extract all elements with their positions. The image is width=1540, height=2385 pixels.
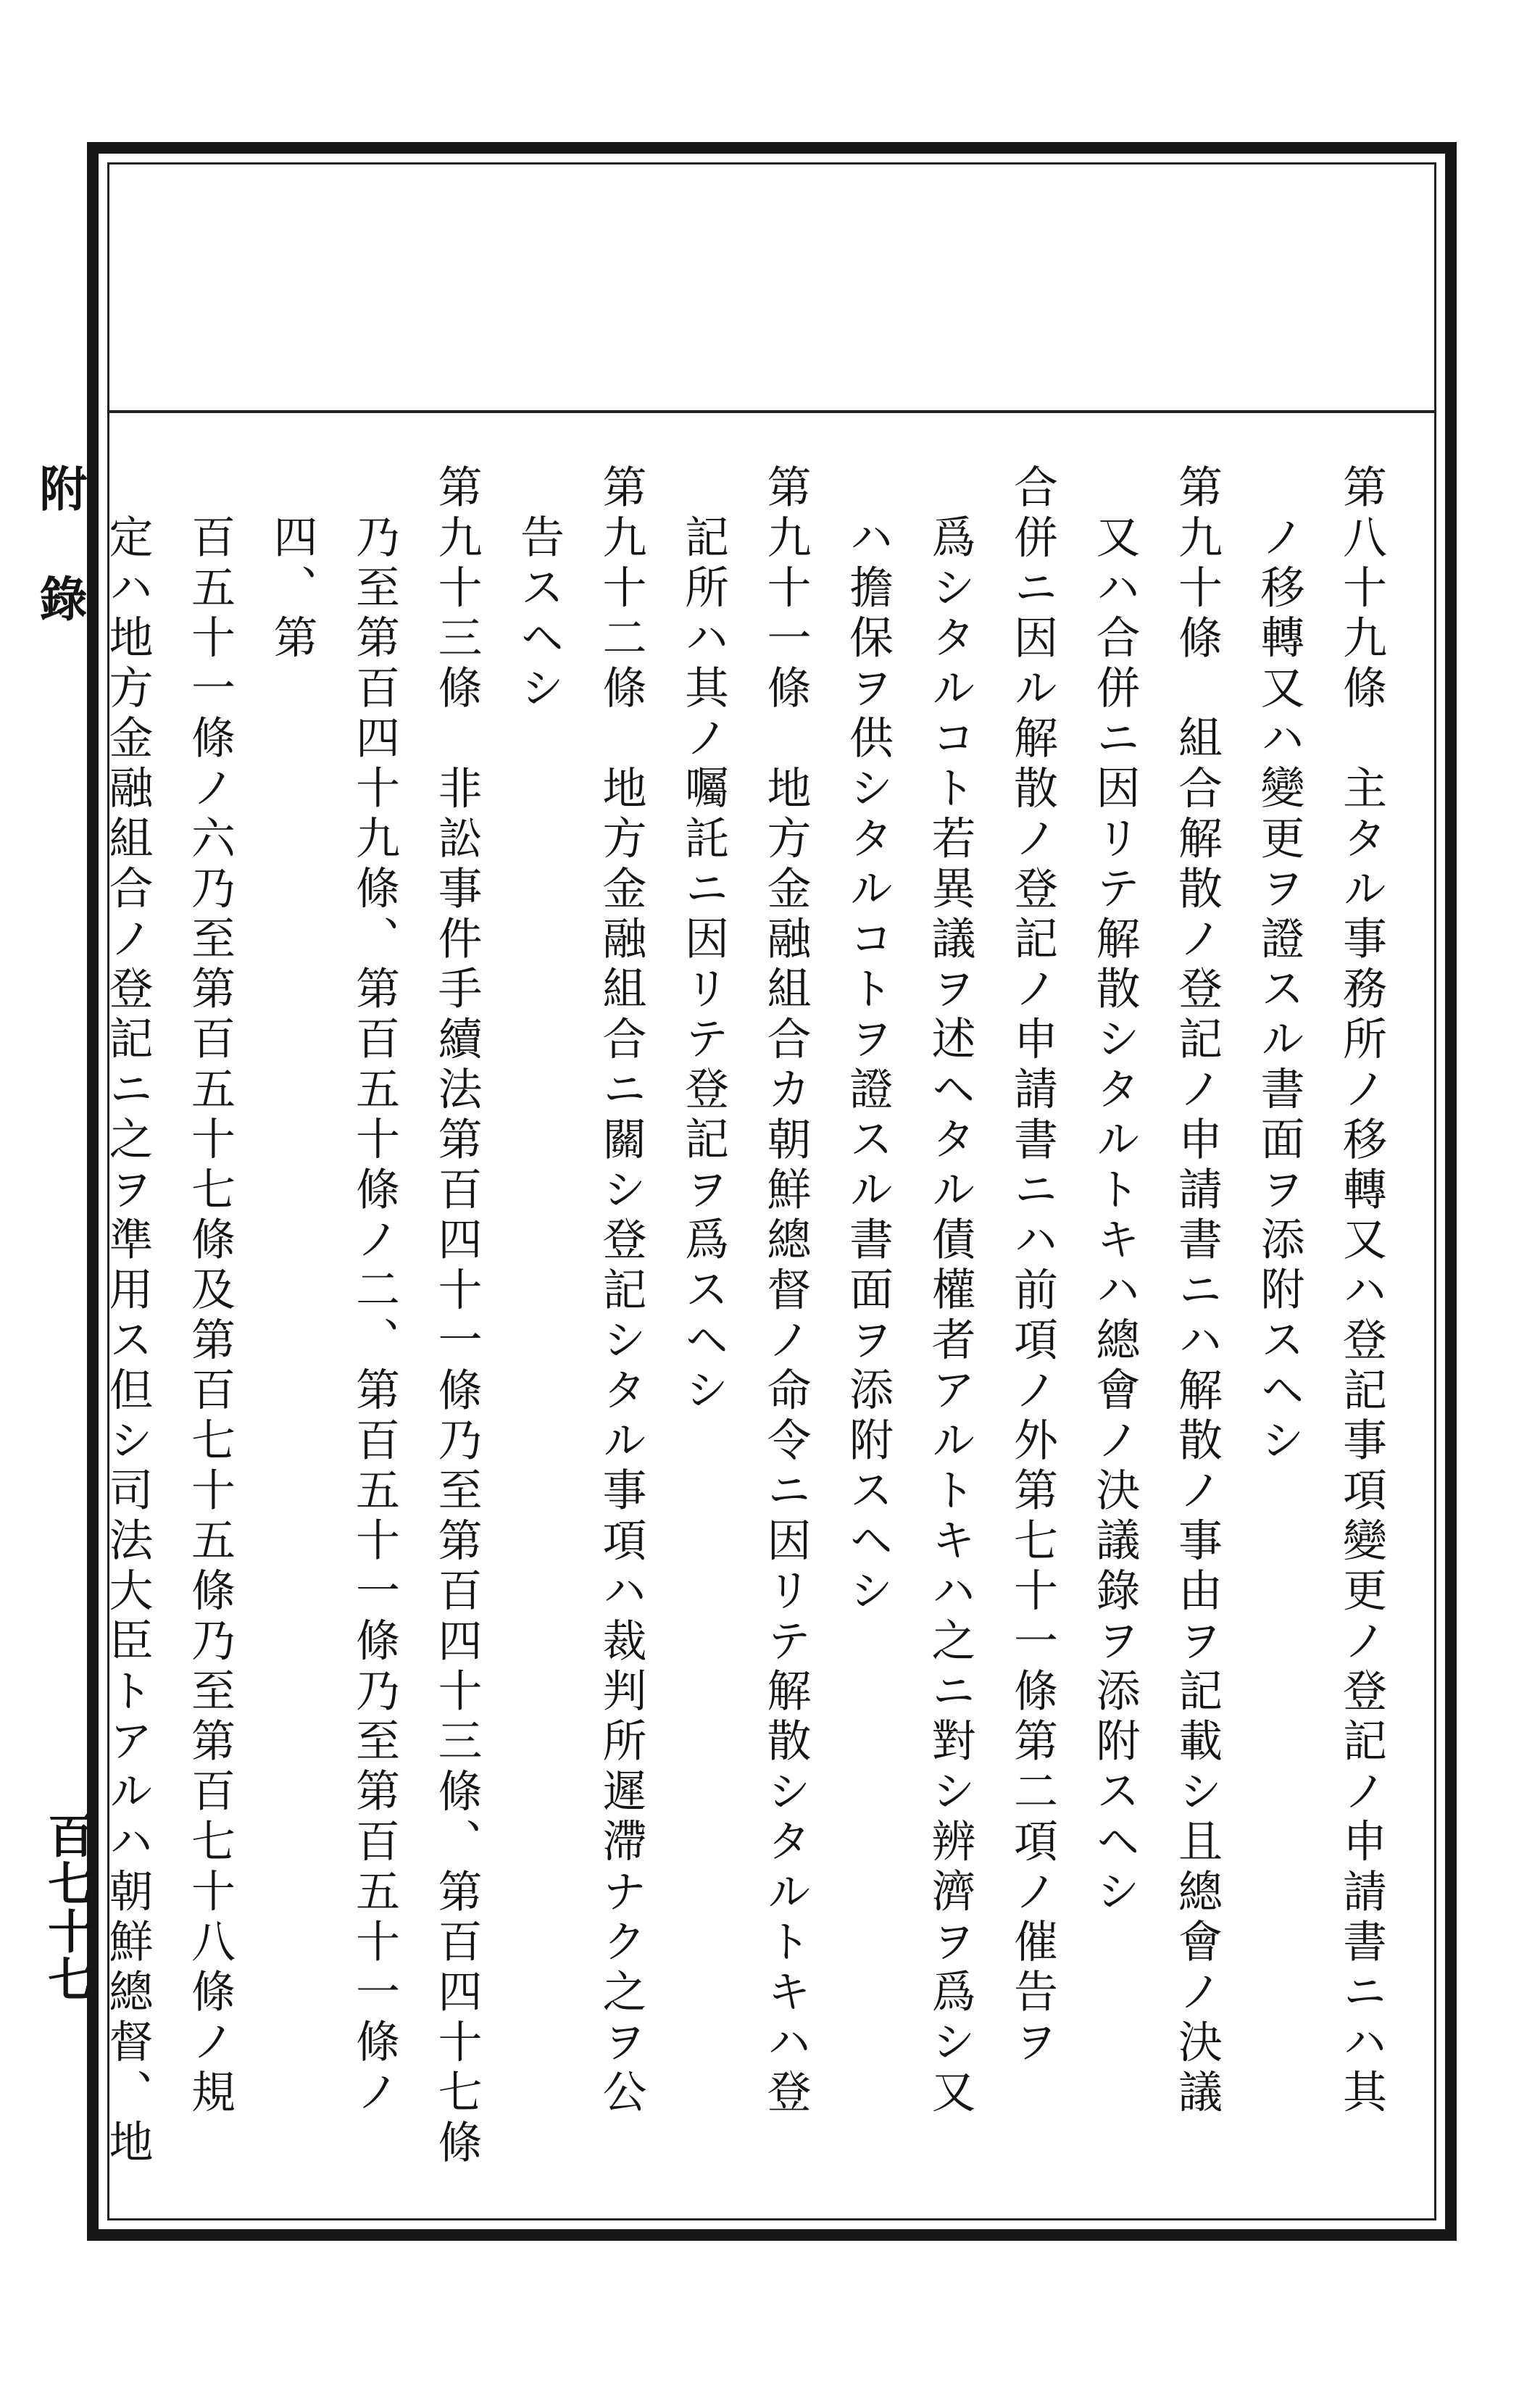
article-90-line-1: 第九十條 組合解散ノ登記ノ申請書ニハ解散ノ事由ヲ記載シ且總會ノ決議 xyxy=(1171,464,1223,2119)
article-90-para2-line-2: 爲シタルコト若異議ヲ述ヘタル債權者アルトキハ之ニ對シ辨濟ヲ爲シ又 xyxy=(924,514,976,2119)
article-93-line-4: 定ハ地方金融組合ノ登記ニ之ヲ準用ス但シ司法大臣トアルハ朝鮮總督、地 xyxy=(101,514,154,2169)
article-92-line-2: 告スヘシ xyxy=(513,514,565,715)
article-91-line-1: 第九十一條 地方金融組合カ朝鮮總督ノ命令ニ因リテ解散シタルトキハ登 xyxy=(759,464,812,2119)
article-89-line-1: 第八十九條 主タル事務所ノ移轉又ハ登記事項變更ノ登記ノ申請書ニハ其 xyxy=(1336,464,1387,2119)
header-rule xyxy=(109,410,1434,413)
article-90-para2-line-1: 合併ニ因ル解散ノ登記ノ申請書ニハ前項ノ外第七十一條第二項ノ催告ヲ xyxy=(1007,464,1058,2069)
article-93-line-2: 乃至第百四十九條、第百五十條ノ二、第百五十一條乃至第百五十一條ノ四、第 xyxy=(266,514,400,2119)
article-93-line-1: 第九十三條 非訟事件手續法第百四十一條乃至第百四十三條、第百四十七條 xyxy=(430,464,483,2169)
article-90-line-2: 又ハ合併ニ因リテ解散シタルトキハ總會ノ決議錄ヲ添附スヘシ xyxy=(1089,514,1141,1918)
article-92-line-1: 第九十二條 地方金融組合ニ關シ登記シタル事項ハ裁判所遲滯ナク之ヲ公 xyxy=(595,464,647,2119)
body-text xyxy=(101,464,1402,2189)
article-89-line-2: ノ移轉又ハ變更ヲ證スル書面ヲ添附スヘシ xyxy=(1253,514,1305,1467)
article-93-line-3: 百五十一條ノ六乃至第百五十七條及第百七十五條乃至第百七十八條ノ規 xyxy=(184,514,236,2119)
page-number: 百七十七 xyxy=(40,1812,94,2003)
article-90-para2-line-3: ハ擔保ヲ供シタルコトヲ證スル書面ヲ添附スヘシ xyxy=(842,514,894,1618)
running-title: 附錄 xyxy=(31,464,88,684)
article-91-line-2: 記所ハ其ノ囑託ニ因リテ登記ヲ爲スヘシ xyxy=(678,514,729,1417)
